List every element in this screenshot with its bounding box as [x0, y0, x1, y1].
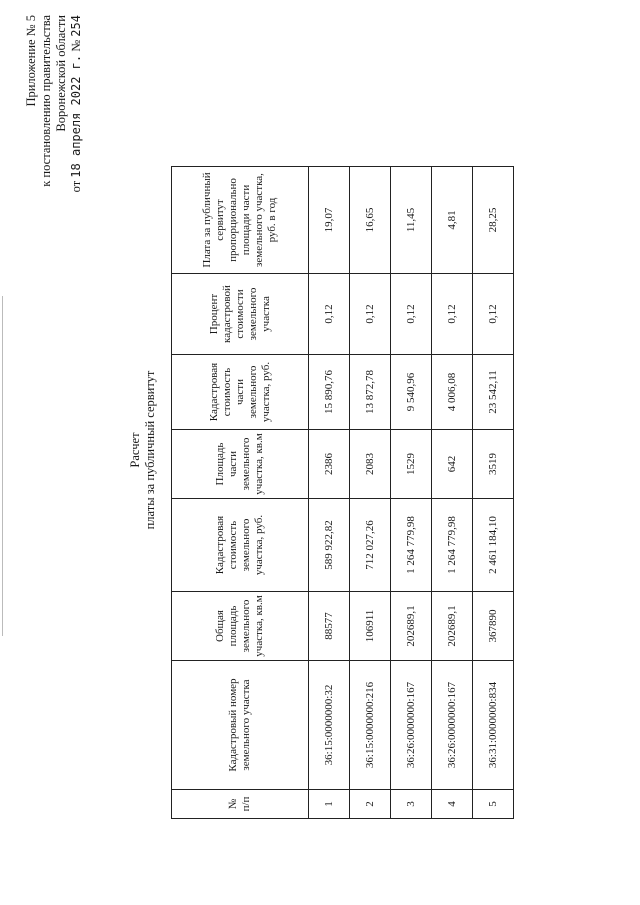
table-row [391, 167, 432, 819]
header-cadastral-value: Кадастровая стоимость земельного участка, руб. [172, 499, 309, 592]
title-line-2: платы за публичный сервитут [143, 370, 157, 530]
cell-total-area: 202689,1 [391, 592, 432, 661]
table-row [350, 167, 391, 819]
header-row-number: № п/п [172, 790, 309, 819]
header-part-cadastral-value: Кадастровая стоимость части земельного участка, руб. [172, 355, 309, 430]
cell-part-cadastral-value: 13 872,78 [350, 355, 391, 430]
cell-cadastral-number: 36:26:0000000:167 [432, 661, 473, 790]
cell-part-cadastral-value: 4 006,08 [432, 355, 473, 430]
date-prefix: от [69, 180, 83, 193]
cell-cadastral-number: 36:15:0000000:32 [309, 661, 350, 790]
cell-part-area: 2386 [309, 430, 350, 499]
header-cadastral-number: Кадастровый номер земельного участка [172, 661, 309, 790]
header-part-area: Площадь части земельного участка, кв.м [172, 430, 309, 499]
cell-percent: 0,12 [350, 274, 391, 355]
cell-annual-fee: 16,65 [350, 167, 391, 274]
cell-cadastral-value: 712 027,26 [350, 499, 391, 592]
cell-row-number: 3 [391, 790, 432, 819]
cell-part-cadastral-value: 15 890,76 [309, 355, 350, 430]
cell-percent: 0,12 [309, 274, 350, 355]
cell-cadastral-value: 1 264 779,98 [391, 499, 432, 592]
cell-row-number: 5 [473, 790, 514, 819]
cell-part-area: 1529 [391, 430, 432, 499]
table-row [473, 167, 514, 819]
cell-annual-fee: 28,25 [473, 167, 514, 274]
cell-cadastral-value: 2 461 184,10 [473, 499, 514, 592]
table-row [309, 167, 350, 819]
header-total-area: Общая площадь земельного участка, кв.м [172, 592, 309, 661]
cell-part-area: 642 [432, 430, 473, 499]
decree-date: 18 апреля 2022 г. [69, 54, 83, 178]
cell-part-cadastral-value: 9 540,96 [391, 355, 432, 430]
cell-part-cadastral-value: 23 542,11 [473, 355, 514, 430]
cell-cadastral-value: 589 922,82 [309, 499, 350, 592]
decree-number: 254 [69, 15, 83, 37]
cell-total-area: 367890 [473, 592, 514, 661]
header-percent: Процент кадастровой стоимости земельного участка [172, 274, 309, 355]
cell-part-area: 2083 [350, 430, 391, 499]
cell-total-area: 202689,1 [432, 592, 473, 661]
table-header-row [172, 167, 309, 819]
decree-date-line [69, 15, 84, 305]
cell-cadastral-value: 1 264 779,98 [432, 499, 473, 592]
header-annual-fee: Плата за публичный сервитут пропорционально площади части земельного участка, руб. в год [172, 167, 309, 274]
document-title [128, 300, 158, 600]
title-line-1: Расчет [128, 432, 142, 468]
cell-cadastral-number: 36:26:0000000:167 [391, 661, 432, 790]
cell-percent: 0,12 [432, 274, 473, 355]
cell-row-number: 1 [309, 790, 350, 819]
cell-percent: 0,12 [473, 274, 514, 355]
cell-part-area: 3519 [473, 430, 514, 499]
table-row [432, 167, 473, 819]
cell-cadastral-number: 36:31:0000000:834 [473, 661, 514, 790]
cell-annual-fee: 19,07 [309, 167, 350, 274]
appendix-header [24, 15, 84, 305]
servitude-payment-table [171, 166, 514, 819]
cell-annual-fee: 11,45 [391, 167, 432, 274]
number-prefix: № [69, 39, 83, 52]
cell-row-number: 4 [432, 790, 473, 819]
appendix-decree-line: к постановлению правительства [39, 15, 53, 187]
cell-row-number: 2 [350, 790, 391, 819]
cell-cadastral-number: 36:15:0000000:216 [350, 661, 391, 790]
cell-total-area: 106911 [350, 592, 391, 661]
appendix-number-line: Приложение № 5 [24, 15, 38, 107]
cell-annual-fee: 4,81 [432, 167, 473, 274]
appendix-region-line: Воронежской области [54, 15, 68, 132]
cell-total-area: 88577 [309, 592, 350, 661]
cell-percent: 0,12 [391, 274, 432, 355]
